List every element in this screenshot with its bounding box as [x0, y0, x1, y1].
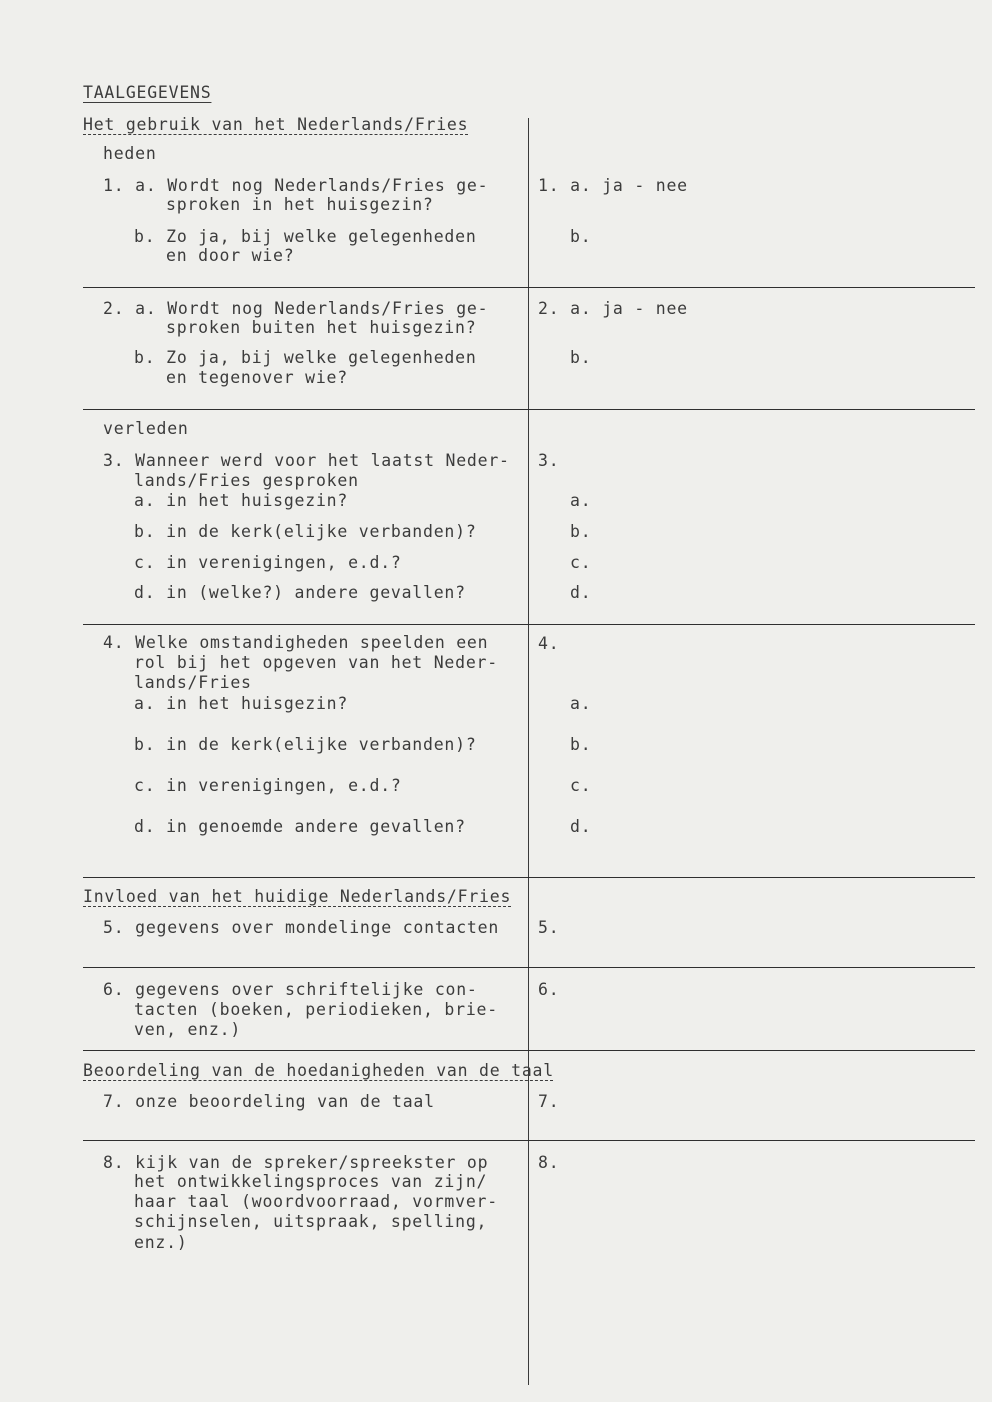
answer-4d: d. [570, 817, 592, 836]
question-6-line-1: 6. gegevens over schriftelijke con- [103, 980, 478, 999]
section-heading-influence: Invloed van het huidige Nederlands/Fries [83, 887, 512, 906]
question-8-line-5: enz.) [134, 1233, 188, 1252]
answer-3d: d. [570, 583, 592, 602]
subheading-past: verleden [103, 419, 189, 438]
section-heading-usage: Het gebruik van het Nederlands/Fries [83, 115, 469, 134]
question-8-line-4: schijnselen, uitspraak, spelling, [134, 1212, 488, 1231]
answer-1a: 1. a. ja - nee [538, 176, 688, 195]
question-3-line-2: lands/Fries gesproken [134, 471, 359, 490]
divider-line [83, 287, 975, 288]
question-7: 7. onze beoordeling van de taal [103, 1092, 435, 1111]
answer-3c: c. [570, 553, 592, 572]
answer-4: 4. [538, 634, 560, 653]
question-5: 5. gegevens over mondelinge contacten [103, 918, 500, 937]
answer-1b: b. [570, 227, 592, 246]
question-3b: b. in de kerk(elijke verbanden)? [134, 522, 477, 541]
question-8-line-1: 8. kijk van de spreker/spreekster op [103, 1153, 489, 1172]
question-3c: c. in verenigingen, e.d.? [134, 553, 402, 572]
answer-6: 6. [538, 980, 560, 999]
question-6-line-3: ven, enz.) [134, 1020, 242, 1039]
question-1b-line-1: b. Zo ja, bij welke gelegenheden [134, 227, 477, 246]
divider-line [83, 624, 975, 625]
question-3d: d. in (welke?) andere gevallen? [134, 583, 466, 602]
answer-2b: b. [570, 348, 592, 367]
question-4-line-3: lands/Fries [134, 673, 252, 692]
question-4c: c. in verenigingen, e.d.? [134, 776, 402, 795]
answer-4a: a. [570, 694, 592, 713]
answer-5: 5. [538, 918, 560, 937]
question-2a-line-2: sproken buiten het huisgezin? [166, 318, 477, 337]
question-4-line-1: 4. Welke omstandigheden speelden een [103, 633, 489, 652]
answer-3: 3. [538, 451, 560, 470]
question-1a-line-1: 1. a. Wordt nog Nederlands/Fries ge- [103, 176, 489, 195]
answer-4c: c. [570, 776, 592, 795]
question-8-line-3: haar taal (woordvoorraad, vormver- [134, 1192, 498, 1211]
answer-4b: b. [570, 735, 592, 754]
divider-line [83, 409, 975, 410]
question-2a-line-1: 2. a. Wordt nog Nederlands/Fries ge- [103, 299, 489, 318]
section-heading-assessment: Beoordeling van de hoedanigheden van de taal [83, 1061, 554, 1080]
column-divider [528, 118, 529, 1385]
question-3-line-1: 3. Wanneer werd voor het laatst Neder- [103, 451, 510, 470]
question-4a: a. in het huisgezin? [134, 694, 349, 713]
question-2b-line-2: en tegenover wie? [166, 368, 348, 387]
question-1b-line-2: en door wie? [166, 246, 295, 265]
answer-3b: b. [570, 522, 592, 541]
question-6-line-2: tacten (boeken, periodieken, brie- [134, 1000, 498, 1019]
answer-7: 7. [538, 1092, 560, 1111]
question-4b: b. in de kerk(elijke verbanden)? [134, 735, 477, 754]
subheading-present: heden [103, 144, 157, 163]
question-1a-line-2: sproken in het huisgezin? [166, 195, 434, 214]
question-8-line-2: het ontwikkelingsproces van zijn/ [134, 1172, 488, 1191]
divider-line [83, 877, 975, 878]
question-4-line-2: rol bij het opgeven van het Neder- [134, 653, 498, 672]
question-2b-line-1: b. Zo ja, bij welke gelegenheden [134, 348, 477, 367]
divider-line [83, 967, 975, 968]
question-4d: d. in genoemde andere gevallen? [134, 817, 466, 836]
answer-8: 8. [538, 1153, 560, 1172]
page-title: TAALGEGEVENS [83, 83, 212, 102]
answer-2a: 2. a. ja - nee [538, 299, 688, 318]
divider-line [83, 1140, 975, 1141]
answer-3a: a. [570, 491, 592, 510]
question-3a: a. in het huisgezin? [134, 491, 349, 510]
divider-line [83, 1050, 975, 1051]
